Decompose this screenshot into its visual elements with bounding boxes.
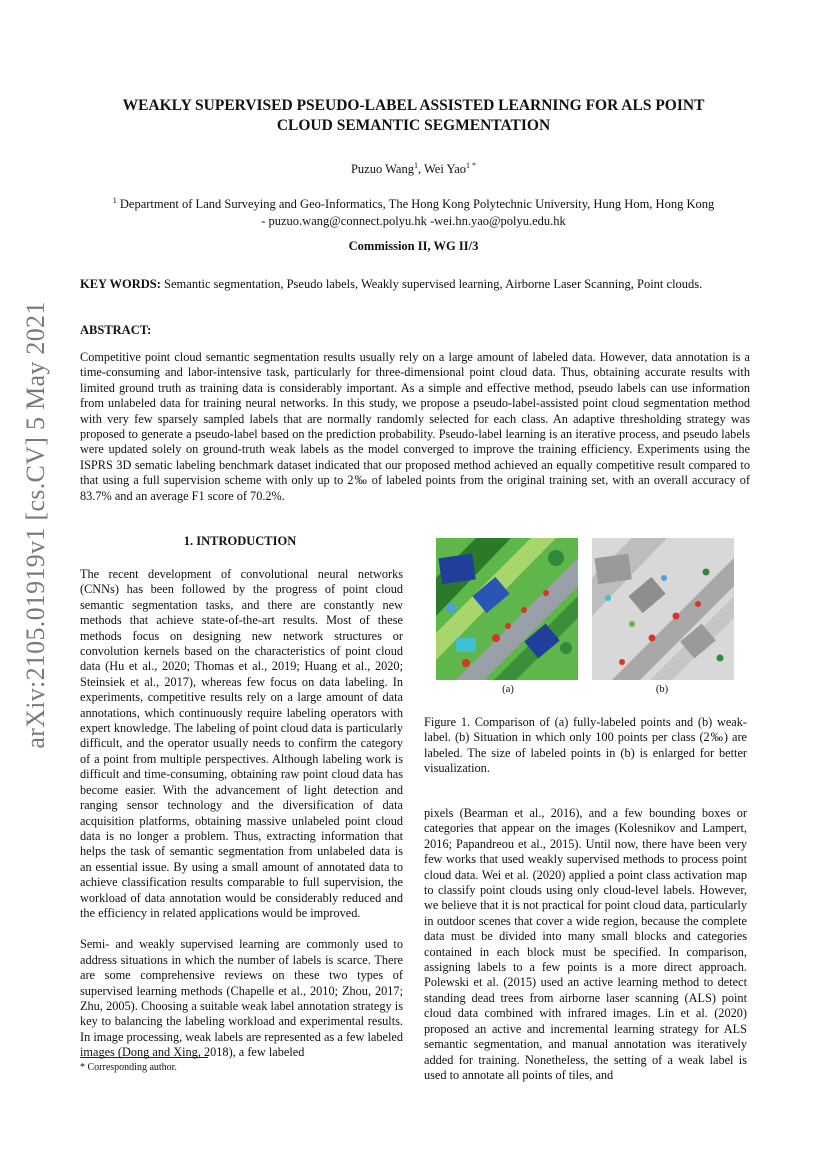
footnote: * Corresponding author. (80, 1062, 177, 1073)
section-heading-introduction: 1. INTRODUCTION (183, 534, 297, 548)
author-sep: , (417, 162, 424, 177)
title-line-2: CLOUD SEMANTIC SEGMENTATION (276, 117, 551, 134)
keywords-label: KEY WORDS: (80, 277, 161, 291)
author-2-name: Wei Yao (423, 162, 467, 177)
affil-line-2: - puzuo.wang@connect.polyu.hk -wei.hn.yao@polyu.edu.hk (261, 214, 566, 229)
intro-paragraph-3: pixels (Bearman et al., 2016), and a few bounding boxes or categories that appear on the images (Kolesnikov and Lampert, 2016; Papandreou et al., 2015). Until now, there have been very few works that used weakly supervised methods to process point cloud data. Wei et al. (2020) applied a point class activation map to classify point clouds using only cloud-level labels. However, we believe that it is not practical for point cloud data, particularly in outdoor scenes that cover a wide region, because the complete data must be divided into many small blocks and categories contained in each block must be specified. In comparison, assigning labels to a few points is a more direct approach. Polewski et al. (2015) used an active learning method to detect standing dead trees from airborne laser scanning (ALS) point cloud data combined with infrared images. Lin et al. (2020) proposed an active and incremental learning strategy for ALS semantic segmentation, and manual annotation was iteratively added for training. Nonetheless, the setting of a weak label is used to annotate all points of tiles, and (424, 806, 747, 1082)
panel-a-point-cloud (436, 538, 578, 680)
intro-paragraph-1: The recent development of convolutional neural networks (CNNs) has been followed by the progress of point cloud semantic segmentation tasks, and there are constantly new methods that achieve state-of-the-art results. Most of these methods focus on designing new network structures or convolution kernels based on the characteristics of point cloud data (Hu et al., 2020; Thomas et al., 2019; Huang et al., 2020; Steinsiek et al., 2017), whereas few focus on data labeling. In experiments, competitive results rely on a large amount of data annotations, which continuously require labeling operators with expert knowledge. The labeling of point cloud data is particularly difficult, and the operator usually needs to confirm the category of a point from multiple perspectives. Although labeling work is difficult and time-consuming, obtaining raw point cloud data has become easier. With the advancement of light detection and ranging sensor technology and the diversification of data acquisition platforms, obtaining massive unlabeled point cloud data is no longer a problem. Thus, extracting information that helps the task of semantic segmentation from unlabeled data is an essential issue. By using a small amount of annotated data to achieve classification results comparable to full supervision, the workload of data annotation would be considerably reduced and the efficiency in related applications would be improved. (80, 567, 403, 920)
arxiv-stamp (6, 301, 66, 749)
figure-1-caption: Figure 1. Comparison of (a) fully-labeled points and (b) weak-label. (b) Situation in which only 100 points per class (2‰) are labeled. The size of labeled points in (b) is enlarged for better visualization. (424, 715, 747, 776)
commission: Commission II, WG II/3 (348, 239, 479, 253)
title-line-1: WEAKLY SUPERVISED PSEUDO-LABEL ASSISTED LEARNING FOR ALS POINT (122, 97, 705, 114)
author-1-name: Puzuo Wang (350, 162, 414, 177)
author-2-sup: 1 * (466, 161, 477, 170)
arxiv-id: arXiv:2105.01919v1 [cs.CV] 5 May 2021 (21, 301, 50, 749)
abstract-heading: ABSTRACT: (80, 323, 152, 337)
figure-1-images (436, 538, 746, 698)
paper-title (70, 96, 757, 136)
author-1-sup: 1 (413, 161, 418, 170)
abstract-body: Competitive point cloud semantic segmentation results usually rely on a large amount of labeled data. However, data annotation is a time-consuming and labor-intensive task, particularly for three-dimensional point cloud data. Thus, obtaining accurate results with limited ground truth as training data is considerably important. As a simple and effective method, pseudo labels can use information from unlabeled data for training neural networks. In this study, we propose a pseudo-label-assisted point cloud segmentation method with very few sparsely sampled labels that are normally randomly selected for each class. An adaptive thresholding strategy was proposed to generate a pseudo-label based on the prediction probability. Pseudo-label learning is an iterative process, and pseudo labels were updated solely on ground-truth weak labels as the model converged to improve the training efficiency. Experiments using the ISPRS 3D sematic labeling benchmark dataset indicated that our proposed method achieved an equally competitive result compared to that using a full supervision scheme with only up to 2‰ of labeled points from the original training set, with an overall accuracy of 83.7% and an average F1 score of 70.2%. (80, 350, 750, 503)
figure-1 (436, 538, 746, 698)
figure-label-b: (b) (655, 684, 669, 695)
panel-b-point-cloud (592, 538, 734, 680)
right-column (424, 806, 747, 1083)
affil-line-1: Department of Land Surveying and Geo-Informatics, The Hong Kong Polytechnic University, Hung Hom, Hong Kong (116, 197, 715, 212)
keywords-text: Semantic segmentation, Pseudo labels, Weakly supervised learning, Airborne Laser Scanning, Point clouds. (160, 277, 703, 291)
left-column (80, 567, 403, 1061)
footnote-rule (80, 1057, 208, 1058)
affiliation (90, 192, 737, 230)
keywords (80, 276, 750, 292)
figure-label-a: (a) (502, 684, 514, 695)
intro-paragraph-2: Semi- and weakly supervised learning are commonly used to address situations in which the number of labels is scarce. There are some comprehensive reviews on these two types of supervised learning methods (Chapelle et al., 2010; Zhou, 2017; Zhu, 2005). Choosing a suitable weak label annotation strategy is key to balancing the labeling workload and experimental results. In image processing, weak labels are represented as a few labeled images (Dong and Xing, 2018), a few labeled (80, 937, 403, 1060)
affil-sup: 1 (112, 196, 117, 205)
author-list (70, 161, 757, 177)
